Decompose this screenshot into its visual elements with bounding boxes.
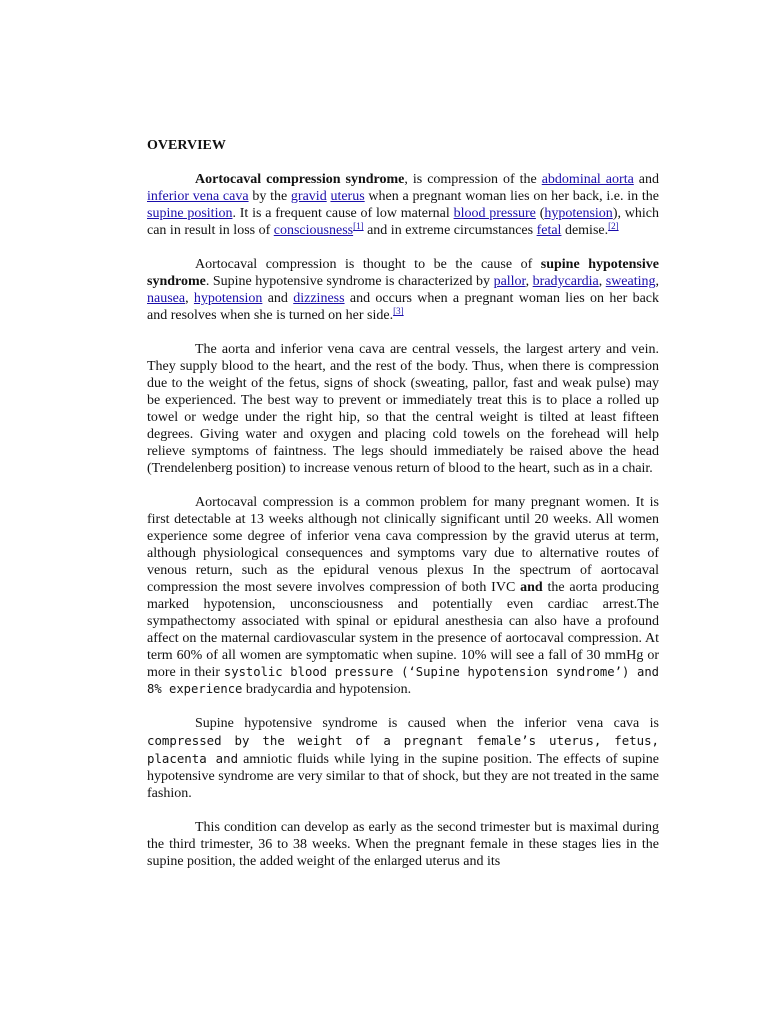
text: ( (535, 206, 545, 221)
link-uterus[interactable]: uterus (330, 189, 365, 204)
paragraph-6: This condition can develop as early as the second trimester but is maximal during the third trimester, 36 to 38 weeks. When the pregnant female in these stages lies in the supine position, the added weight of the enlarged uterus and its (147, 820, 659, 869)
link-supine-position[interactable]: supine position (147, 206, 233, 221)
text: and (633, 172, 660, 187)
term-bold: Aortocaval compression syndrome (195, 172, 405, 187)
link-nausea[interactable]: nausea (147, 291, 186, 306)
term-bold: supine hypotensive syndrome (147, 257, 659, 289)
text: , (598, 274, 606, 289)
citation-2[interactable]: [2] (608, 221, 619, 231)
text: Aortocaval compression is thought to be the cause of (195, 257, 541, 272)
text: , (185, 291, 194, 306)
link-blood-pressure[interactable]: blood pressure (453, 206, 536, 221)
paragraph-4 (147, 494, 659, 698)
link-gravid[interactable]: gravid (290, 189, 327, 204)
paragraph-1 (147, 171, 659, 239)
text-alt-font: systolic blood pressure (‘Supine hypotension syndrome’) and 8% experience (147, 665, 659, 696)
text: ), which can in result in loss of (147, 206, 659, 238)
link-pallor[interactable]: pallor (493, 274, 526, 289)
paragraph-3: The aorta and inferior vena cava are central vessels, the largest artery and vein. They supply blood to the heart, and the rest of the body. Thus, when there is compression due to the weight of the fetus, signs of shock (sweating, pallor, fast and weak pulse) may be experienced. The best way to prevent or immediately treat this is to place a rolled up towel or wedge under the right hip, so that the central weight is tilted at least fifteen degrees. Giving water and oxygen and placing cold towels on the forehead will help relieve symptoms of faintness. The legs should immediately be raised above the head (Trendelenberg position) to increase venous return of blood to the heart, such as in a chair. (147, 342, 659, 476)
text-alt-font: compressed by the weight of a pregnant female’s uterus, fetus, placenta and (147, 733, 659, 766)
link-hypotension-2[interactable]: hypotension (193, 291, 263, 306)
document-page (147, 137, 659, 887)
paragraph-5 (147, 715, 659, 802)
text: by the (248, 189, 291, 204)
page-title: OVERVIEW (147, 138, 226, 153)
text: bradycardia and hypotension. (242, 682, 412, 697)
text: and in extreme circumstances (363, 223, 537, 238)
link-fetal[interactable]: fetal (536, 223, 562, 238)
link-hypotension[interactable]: hypotension (544, 206, 613, 221)
text: , is compression of the (404, 172, 542, 187)
text: amniotic fluids while lying in the supine position. The effects of supine hypotensive syndrome are very similar to that of shock, but they are not treated in the same fashion. (147, 752, 659, 801)
text: and (262, 291, 294, 306)
text: when a pregnant woman lies on her back, i.e. in the (364, 189, 660, 204)
link-bradycardia[interactable]: bradycardia (532, 274, 599, 289)
text: Supine hypotensive syndrome is caused when the inferior vena cava is (195, 716, 659, 731)
text: and occurs when a pregnant woman lies on her back and resolves when she is turned on her side. (147, 291, 660, 323)
citation-1[interactable]: [1] (353, 221, 364, 231)
paragraph-2 (147, 256, 659, 324)
link-consciousness[interactable]: consciousness (273, 223, 354, 238)
text: . Supine hypotensive syndrome is characterized by (205, 274, 494, 289)
text: Aortocaval compression is a common problem for many pregnant women. It is first detectable at 13 weeks although not clinically significant until 20 weeks. All women experience some degree of inferior vena cava compression by the gravid uterus at term, although physiological consequences and symptoms vary due to alternative routes of venous return, such as the epidural venous plexus In the spectrum of aortocaval compression the most severe involves compression of both IVC (147, 495, 659, 595)
text: demise. (561, 223, 609, 238)
link-dizziness[interactable]: dizziness (293, 291, 345, 306)
text: , (525, 274, 533, 289)
citation-3[interactable]: [3] (393, 306, 404, 316)
term-bold: and (520, 580, 543, 595)
text: the aorta producing marked hypotension, unconsciousness and potentially even cardiac arrest.The sympathectomy associated with spinal or epidural anesthesia can also have a profound affect on the maternal cardiovascular system in the presence of aortocaval compression. At term 60% of all women are symptomatic when supine. 10% will see a fall of 30 mmHg or more in their (147, 580, 659, 680)
text: , (655, 274, 660, 289)
link-abdominal-aorta[interactable]: abdominal aorta (541, 172, 634, 187)
link-inferior-vena-cava[interactable]: inferior vena cava (147, 189, 249, 204)
link-sweating[interactable]: sweating (605, 274, 656, 289)
text: . It is a frequent cause of low maternal (232, 206, 454, 221)
